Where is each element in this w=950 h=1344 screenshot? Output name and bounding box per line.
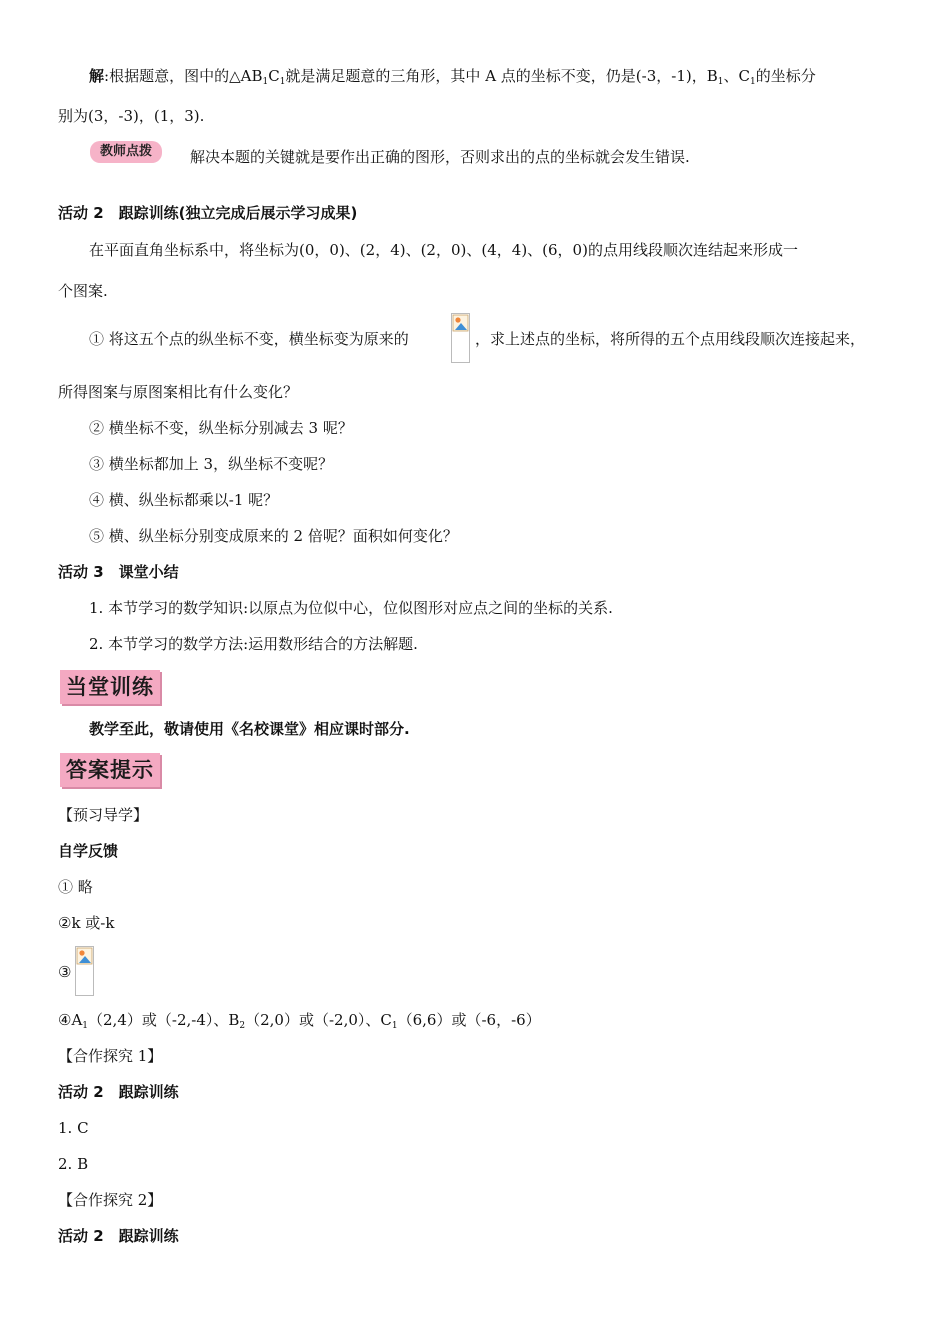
activity2-q5: ⑤ 横、纵坐标分别变成原来的 2 倍呢？面积如何变化？ xyxy=(89,527,458,545)
activity2-intro-2: 个图案. xyxy=(58,282,108,300)
solution-line-2: 别为(3，-3)，(1，3). xyxy=(58,107,205,125)
practice-banner: 当堂训练 xyxy=(60,670,160,704)
coop1-answer-2: 2. B xyxy=(58,1155,89,1173)
fraction-image xyxy=(451,313,470,363)
activity2-q4: ④ 横、纵坐标都乘以-1 呢？ xyxy=(89,491,279,509)
broken-image-icon xyxy=(76,947,93,995)
activity2-q1-part-c: 所得图案与原图案相比有什么变化？ xyxy=(58,383,299,401)
activity2-q1-part-b: ，求上述点的坐标，将所得的五个点用线段顺次连接起来， xyxy=(475,330,866,348)
answers-banner: 答案提示 xyxy=(60,753,160,787)
activity2-q3: ③ 横坐标都加上 3，纵坐标不变呢？ xyxy=(89,455,334,473)
practice-text: 教学至此，敬请使用《名校课堂》相应课时部分. xyxy=(89,720,410,738)
coop1-heading: 【合作探究 1】 xyxy=(58,1047,163,1065)
answer-3-image xyxy=(75,946,94,996)
teacher-tip-badge: 教师点拨 xyxy=(90,141,162,163)
solution-label: 解 xyxy=(89,67,105,85)
activity3-item-2: 2. 本节学习的数学方法:运用数形结合的方法解题. xyxy=(89,635,418,653)
coop1-answer-1: 1. C xyxy=(58,1119,89,1137)
answer-1: ① 略 xyxy=(58,878,93,896)
self-feedback-heading: 自学反馈 xyxy=(58,842,119,860)
broken-image-icon xyxy=(452,314,469,362)
activity2-q1-part-a: ① 将这五个点的纵坐标不变，横坐标变为原来的 xyxy=(89,330,409,348)
activity3-heading: 活动 3 课堂小结 xyxy=(58,563,179,581)
coop2-activity: 活动 2 跟踪训练 xyxy=(58,1227,179,1245)
answer-2: ②k 或-k xyxy=(58,914,115,932)
activity2-intro-1: 在平面直角坐标系中，将坐标为(0，0)、(2，4)、(2，0)、(4，4)、(6，0)的点用线段顺次连结起来形成一 xyxy=(89,241,798,259)
activity2-heading: 活动 2 跟踪训练(独立完成后展示学习成果) xyxy=(58,204,358,222)
preview-heading: 【预习导学】 xyxy=(58,806,149,824)
coop1-activity: 活动 2 跟踪训练 xyxy=(58,1083,179,1101)
solution-line-1: 解:根据题意，图中的$\triangle AB_1C_1$就是满足题意的三角形，其中 A 点的坐标不变，仍是(-3，-1)，$B_1$、$C_1$的坐标分 xyxy=(89,67,816,87)
activity3-item-1: 1. 本节学习的数学知识:以原点为位似中心，位似图形对应点之间的坐标的关系. xyxy=(89,599,613,617)
activity2-q2: ② 横坐标不变，纵坐标分别减去 3 呢？ xyxy=(89,419,353,437)
coop2-heading: 【合作探究 2】 xyxy=(58,1191,163,1209)
answer-3: ③ xyxy=(58,963,72,981)
teacher-tip-text: 解决本题的关键就是要作出正确的图形，否则求出的点的坐标就会发生错误. xyxy=(190,148,690,166)
answer-4: $④A_1(2,4)$或（-2,-4）、$B_2(2,0)$或（-2,0）、$C_1(6,6)$或（-6，-6） xyxy=(58,1011,541,1031)
